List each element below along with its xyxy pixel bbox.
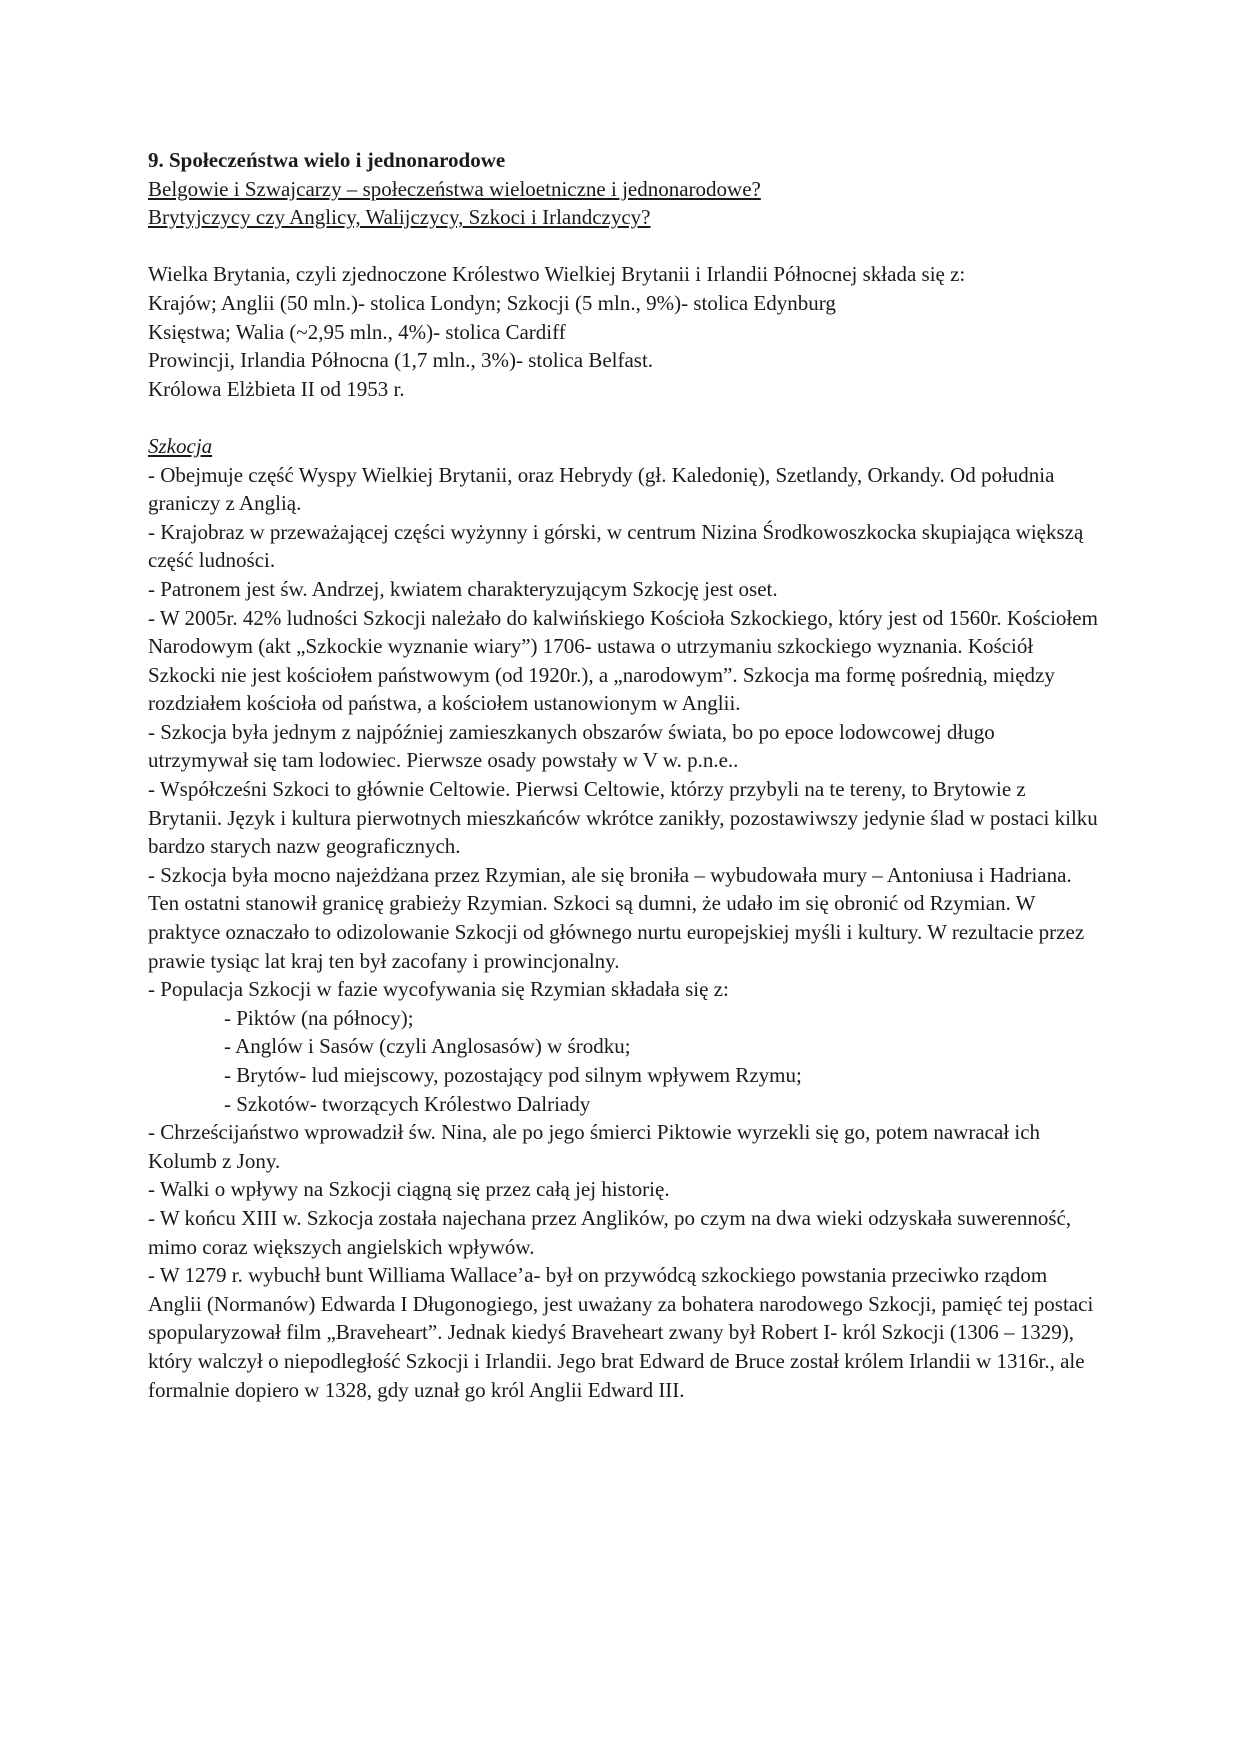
- sub-item-scots: - Szkotów- tworzących Królestwo Dalriady: [224, 1091, 591, 1116]
- sub-item-britons: - Brytów- lud miejscowy, pozostający pod silnym wpływem Rzymu;: [224, 1063, 802, 1087]
- bullet-church: - W 2005r. 42% ludności Szkocji należało do kalwińskiego Kościoła Szkockiego, który jest od 1560r. Kościołem Narodowym (akt „Szkockie wyznanie wiary”) 1706- ustawa o utrzymaniu szkockiego wyznania. Kościół Szkocki nie jest kościołem państwowym (od 1920r.), a „narodowym”. Szkocja ma formę pośrednią, między rozdziałem kościoła od państwa, a kościołem ustanowionym w Anglii.: [148, 605, 1098, 716]
- intro-line-queen: Królowa Elżbieta II od 1953 r.: [148, 376, 405, 401]
- bullet-struggles: - Walki o wpływy na Szkocji ciągną się przez całą jej historię.: [148, 1177, 670, 1202]
- document-title: 9. Społeczeństwa wielo i jednonarodowe: [148, 148, 506, 172]
- bullet-patron: - Patronem jest św. Andrzej, kwiatem charakteryzującym Szkocję jest oset.: [148, 576, 778, 601]
- subtitle-belgians-swiss: Belgowie i Szwajcarzy – społeczeństwa wieloetniczne i jednonarodowe?: [148, 176, 761, 201]
- intro-line-principality: Księstwa; Walia (~2,95 mln., 4%)- stolica Cardiff: [148, 319, 566, 344]
- subtitle-british: Brytyjczycy czy Anglicy, Walijczycy, Szkoci i Irlandczycy?: [148, 205, 651, 230]
- bullet-landscape: - Krajobraz w przeważającej części wyżynny i górski, w centrum Nizina Środkowoszkocka skupiająca większą część ludności.: [148, 519, 1084, 573]
- sub-item-anglosaxons: - Anglów i Sasów (czyli Anglosasów) w środku;: [224, 1034, 631, 1059]
- bullet-geography: - Obejmuje część Wyspy Wielkiej Brytanii, oraz Hebrydy (gł. Kaledonię), Szetlandy, Orkandy. Od południa graniczy z Anglią.: [148, 462, 1055, 516]
- intro-line-countries: Krajów; Anglii (50 mln.)- stolica Londyn; Szkocji (5 mln., 9%)- stolica Edynburg: [148, 290, 836, 315]
- bullet-christianity: - Chrześcijaństwo wprowadził św. Nina, ale po jego śmierci Piktowie wyrzekli się go, potem nawracał ich Kolumb z Jony.: [148, 1120, 1041, 1173]
- sub-item-picts: - Piktów (na północy);: [224, 1005, 414, 1030]
- spacer: [148, 232, 1098, 261]
- intro-paragraph: Wielka Brytania, czyli zjednoczone Królestwo Wielkiej Brytanii i Irlandii Północnej składa się z:: [148, 262, 966, 287]
- document-page: [148, 146, 1098, 1404]
- intro-line-province: Prowincji, Irlandia Północna (1,7 mln., 3%)- stolica Belfast.: [148, 348, 654, 373]
- bullet-settlement: - Szkocja była jednym z najpóźniej zamieszkanych obszarów świata, bo po epoce lodowcowej długo utrzymywał się tam lodowiec. Pierwsze osady powstały w V w. p.n.e..: [148, 719, 995, 773]
- bullet-population: - Populacja Szkocji w fazie wycofywania się Rzymian składała się z:: [148, 977, 729, 1002]
- bullet-invasion: - W końcu XIII w. Szkocja została najechana przez Anglików, po czym na dwa wieki odzyskała suwerenność, mimo coraz większych angielskich wpływów.: [148, 1205, 1072, 1259]
- section-heading-scotland: Szkocja: [148, 433, 213, 458]
- bullet-celts: - Współcześni Szkoci to głównie Celtowie. Pierwsi Celtowie, którzy przybyli na te tereny, to Brytowie z Brytanii. Język i kultura pierwotnych mieszkańców wkrótce zanikły, pozostawiwszy jedynie ślad w postaci kilku bardzo starych nazw geograficznych.: [148, 777, 1098, 859]
- bullet-wallace: - W 1279 r. wybuchł bunt Williama Wallace’a- był on przywódcą szkockiego powstania przeciwko rządom Anglii (Normanów) Edwarda I Długonogiego, jest uważany za bohatera narodowego Szkocji, pamięć tej postaci spopularyzował film „Braveheart”. Jednak kiedyś Braveheart zwany był Robert I- król Szkocji (1306 – 1329), który walczył o niepodległość Szkocji i Irlandii. Jego brat Edward de Bruce został królem Irlandii w 1316r., ale formalnie dopiero w 1328, gdy uznał go król Anglii Edward III.: [148, 1263, 1094, 1402]
- bullet-romans: - Szkocja była mocno najeżdżana przez Rzymian, ale się broniła – wybudowała mury – Antoniusa i Hadriana. Ten ostatni stanowił granicę grabieży Rzymian. Szkoci są dumni, że udało im się obronić od Rzymian. W praktyce oznaczało to odizolowanie Szkocji od głównego nurtu europejskiej myśli i kultury. W rezultacie przez prawie tysiąc lat kraj ten był zacofany i prowincjonalny.: [148, 862, 1085, 973]
- spacer: [148, 403, 1098, 432]
